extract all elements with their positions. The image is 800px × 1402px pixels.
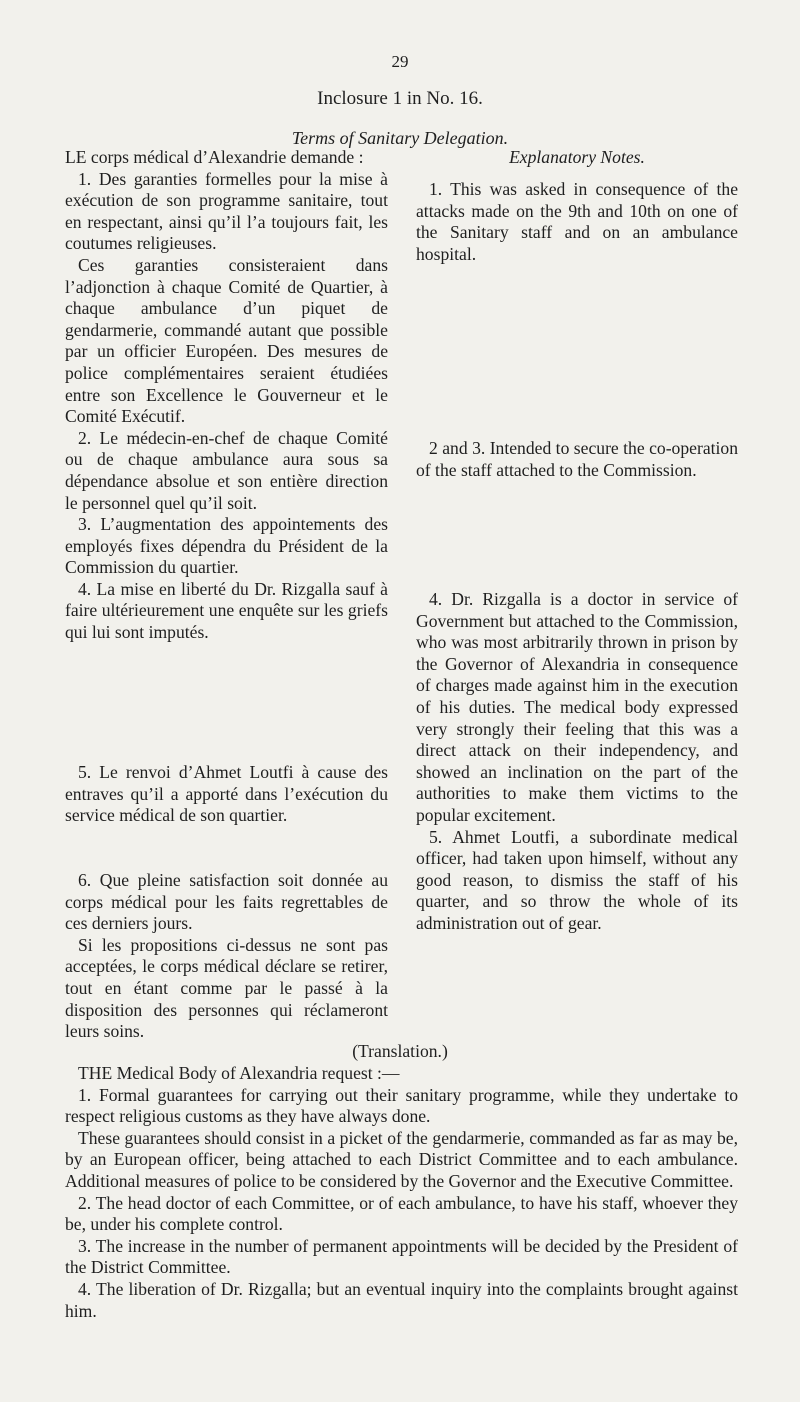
note-4-block <box>416 589 738 935</box>
explanatory-notes-title: Explanatory Notes. <box>509 147 645 167</box>
note-4: 4. Dr. Rizgalla is a doctor in service of Government but attached to the Commission, who was most arbitrarily thrown in prison by the Governor of Alexandria in consequence of charges made against him in the execution of his duties. The medical body expressed very strongly their feeling that this was a direct attack on their independency, and showed an inclination on the part of the authorities to make them victims to the popular excitement. <box>416 589 738 825</box>
terms-title: Terms of Sanitary Delegation. <box>291 128 509 148</box>
note-2-3-block <box>416 438 738 481</box>
french-column-part2 <box>65 762 388 827</box>
french-conclusion: Si les propositions ci-dessus ne sont pas acceptées, le corps médical déclare se retirer, tout en étant comme par le passé à la disposition des personnes qui réclameront leurs soins. <box>65 934 388 1042</box>
french-item-3: 3. L’augmentation des appointements des employés fixes dépendra du Président de la Commission du quartier. <box>65 514 388 578</box>
french-item-5: 5. Le renvoi d’Ahmet Loutfi à cause des entraves qu’il a apporté dans l’exécution du service médical de son quartier. <box>65 762 388 826</box>
note-1: 1. This was asked in consequence of the attacks made on the 9th and 10th on one of the Sanitary staff and on an ambulance hospital. <box>416 179 738 264</box>
translation-item-2: 2. The head doctor of each Committee, or of each ambulance, to have his staff, whoever they be, under his complete control. <box>65 1192 738 1235</box>
french-item-1: 1. Des garanties formelles pour la mise à exécution de son programme sanitaire, tout en respectant, ainsi qu’il l’a toujours fait, les coutumes religieuses. <box>65 168 388 254</box>
inclosure-heading: Inclosure 1 in No. 16. <box>317 88 483 109</box>
french-column-part3 <box>65 870 388 1043</box>
french-item-6: 6. Que pleine satisfaction soit donnée au corps médical pour les faits regrettables de ces derniers jours. <box>65 870 388 934</box>
translation-item-1-guarantees: These guarantees should consist in a picket of the gendarmerie, commanded as far as may be, by an European officer, being attached to each District Committee and to each ambulance. Additional measures of police to be considered by the Governor and the Executive Committee. <box>65 1127 738 1191</box>
translation-item-3: 3. The increase in the number of permanent appointments will be decided by the President of the District Committee. <box>65 1235 738 1278</box>
french-intro: LE corps médical d’Alexandrie demande : <box>65 147 364 167</box>
translation-item-1: 1. Formal guarantees for carrying out their sanitary programme, while they undertake to respect religious customs as they have always done. <box>65 1084 738 1127</box>
french-column <box>65 147 388 644</box>
translation-body <box>65 1063 738 1322</box>
page-number: 29 <box>391 52 409 71</box>
translation-item-4: 4. The liberation of Dr. Rizgalla; but an eventual inquiry into the complaints brought against him. <box>65 1278 738 1321</box>
translation-intro: THE Medical Body of Alexandria request :— <box>78 1063 400 1083</box>
french-item-4: 4. La mise en liberté du Dr. Rizgalla sauf à faire ultérieurement une enquête sur les griefs qui lui sont imputés. <box>65 578 388 643</box>
french-item-1-guarantees: Ces garanties consisteraient dans l’adjonction à chaque Comité de Quartier, à chaque ambulance d’un piquet de gendarmerie, commandé autant que possible par un officier Européen. Des mesures de police complémentaires seraient étudiées entre son Excellence le Gouverneur et le Comité Exécutif. <box>65 254 388 427</box>
note-2-and-3: 2 and 3. Intended to secure the co-operation of the staff attached to the Commission. <box>416 438 738 480</box>
note-1-block <box>416 179 738 265</box>
french-item-2: 2. Le médecin-en-chef de chaque Comité ou de chaque ambulance aura sous sa dépendance absolue et son entière direction le personnel quel qu’il soit. <box>65 427 388 513</box>
note-5: 5. Ahmet Loutfi, a subordinate medical officer, had taken upon himself, without any good reason, to dismiss the staff of his quarter, and so throw the whole of its administration out of gear. <box>416 826 738 933</box>
translation-title: (Translation.) <box>352 1041 448 1061</box>
